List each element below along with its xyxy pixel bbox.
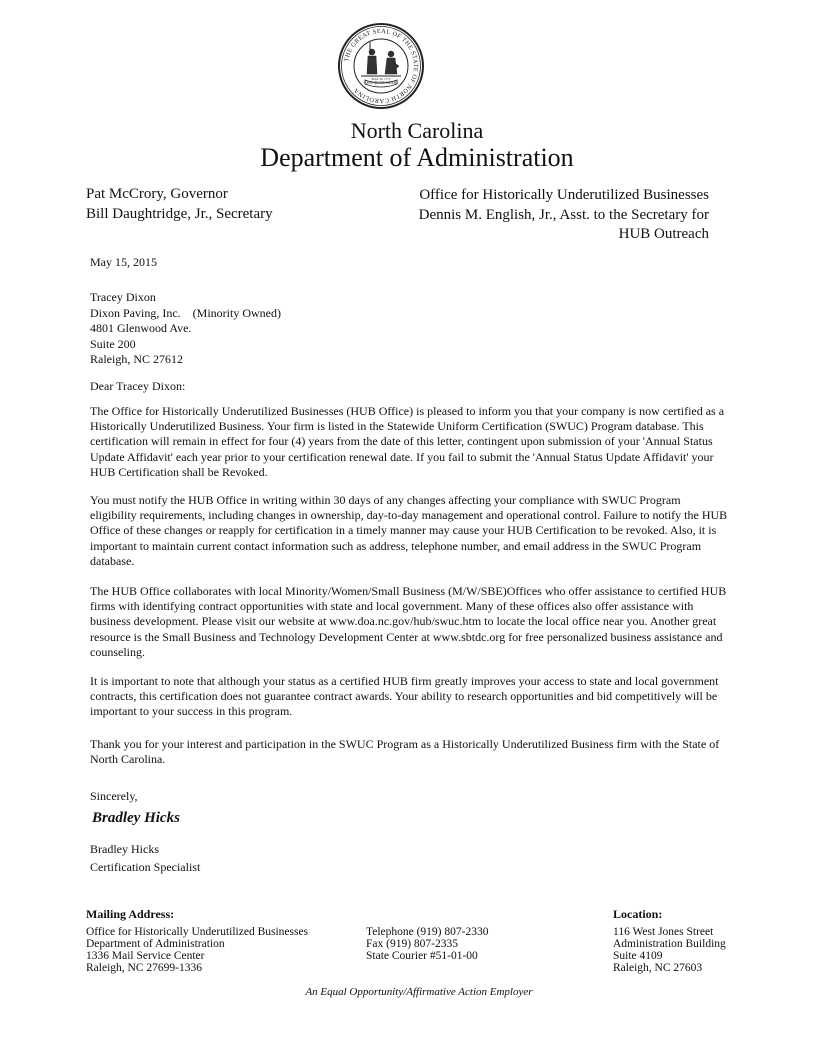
closing: Sincerely, bbox=[90, 789, 138, 803]
mailing-address bbox=[86, 926, 308, 974]
address-line: Dixon Paving, Inc. (Minority Owned) bbox=[90, 305, 281, 320]
mailing-line: Raleigh, NC 27699-1336 bbox=[86, 962, 202, 974]
fax: Fax (919) 807-2335 bbox=[366, 938, 458, 950]
contact-info bbox=[366, 926, 488, 962]
department-name: Department of Administration bbox=[260, 143, 574, 172]
address-line: Raleigh, NC 27612 bbox=[90, 352, 183, 366]
mailing-line: 1336 Mail Service Center bbox=[86, 950, 205, 962]
asst-line-2: HUB Outreach bbox=[618, 226, 709, 242]
eoe-statement: An Equal Opportunity/Affirmative Action Employer bbox=[305, 986, 533, 998]
paragraph-thanks: Thank you for your interest and participation in the SWUC Program as a Historically Underutilized Business firm with the State of North Carolina. bbox=[90, 737, 720, 767]
location-line: Suite 4109 bbox=[613, 950, 663, 962]
mailing-heading: Mailing Address: bbox=[86, 907, 175, 921]
asst-line-1: Dennis M. English, Jr., Asst. to the Secretary for bbox=[418, 207, 709, 223]
salutation: Dear Tracey Dixon: bbox=[90, 379, 186, 393]
telephone: Telephone (919) 807-2330 bbox=[366, 926, 489, 938]
location-address bbox=[613, 926, 726, 974]
mailing-line: Office for Historically Underutilized Businesses bbox=[86, 926, 309, 938]
location-line: Raleigh, NC 27603 bbox=[613, 962, 703, 974]
signature: Bradley Hicks bbox=[92, 810, 180, 826]
location-heading: Location: bbox=[613, 907, 663, 921]
svg-text:ESSE QUAM VIDERI: ESSE QUAM VIDERI bbox=[364, 81, 398, 85]
svg-text:THE GREAT SEAL OF THE STATE OF: THE GREAT SEAL OF THE STATE OF NORTH CAROLINA bbox=[343, 27, 420, 105]
signer-title: Certification Specialist bbox=[90, 860, 201, 874]
letter-date: May 15, 2015 bbox=[90, 255, 157, 269]
mailing-line: Department of Administration bbox=[86, 938, 225, 950]
secretary-line: Bill Daughtridge, Jr., Secretary bbox=[86, 206, 273, 222]
location-line: 116 West Jones Street bbox=[613, 926, 714, 938]
governor-line: Pat McCrory, Governor bbox=[86, 186, 228, 202]
location-line: Administration Building bbox=[613, 938, 726, 950]
signer-name: Bradley Hicks bbox=[90, 842, 159, 856]
paragraph-notify: You must notify the HUB Office in writing within 30 days of any changes affecting your compliance with SWUC Program eligibility requirements, including changes in ownership, day-to-day management and operational control. Failure to notify the HUB Office of these changes or reapply for certification in a timely manner may cause your HUB Certification to be revoked. Also, it is important to maintain current contact information such as address, telephone number, and email address in the SWUC Program database. bbox=[90, 493, 728, 568]
address-line: 4801 Glenwood Ave. bbox=[90, 321, 192, 335]
state-name: North Carolina bbox=[350, 118, 484, 143]
address-line: Suite 200 bbox=[90, 336, 136, 351]
state-seal bbox=[337, 22, 425, 110]
svg-text:MAY 20, 1775: MAY 20, 1775 bbox=[371, 77, 391, 81]
office-line: Office for Historically Underutilized Businesses bbox=[419, 187, 709, 203]
address-line: Tracey Dixon bbox=[90, 290, 156, 304]
state-courier: State Courier #51-01-00 bbox=[366, 950, 478, 962]
paragraph-collaboration: The HUB Office collaborates with local Minority/Women/Small Business (M/W/SBE)Offices who offer assistance to certified HUB firms with identifying contract opportunities with state and local government. Many of these offices also offer assistance with business development. Please visit our website at www.doa.nc.gov/hub/swuc.htm to locate the local office near you. Another great resource is the Small Business and Technology Development Center at www.sbtdc.org for free personalized business assistance and counseling. bbox=[90, 584, 727, 659]
recipient-address bbox=[90, 290, 281, 368]
paragraph-note: It is important to note that although your status as a certified HUB firm greatly improves your access to state and local government contracts, this certification does not guarantee contract awards. Your ability to research opportunities and bid competitively will be important to your success in this program. bbox=[90, 674, 719, 719]
paragraph-certification: The Office for Historically Underutilized Businesses (HUB Office) is pleased to inform you that your company is now certified as a Historically Underutilized Business. Your firm is listed in the Statewide Uniform Certification (SWUC) Program database. This certification will remain in effect for four (4) years from the date of this letter, contingent upon submission of your 'Annual Status Update Affidavit' each year prior to your certification renewal date. If you fail to submit the 'Annual Status Update Affidavit' your HUB Certification shall be Revoked. bbox=[90, 404, 725, 479]
